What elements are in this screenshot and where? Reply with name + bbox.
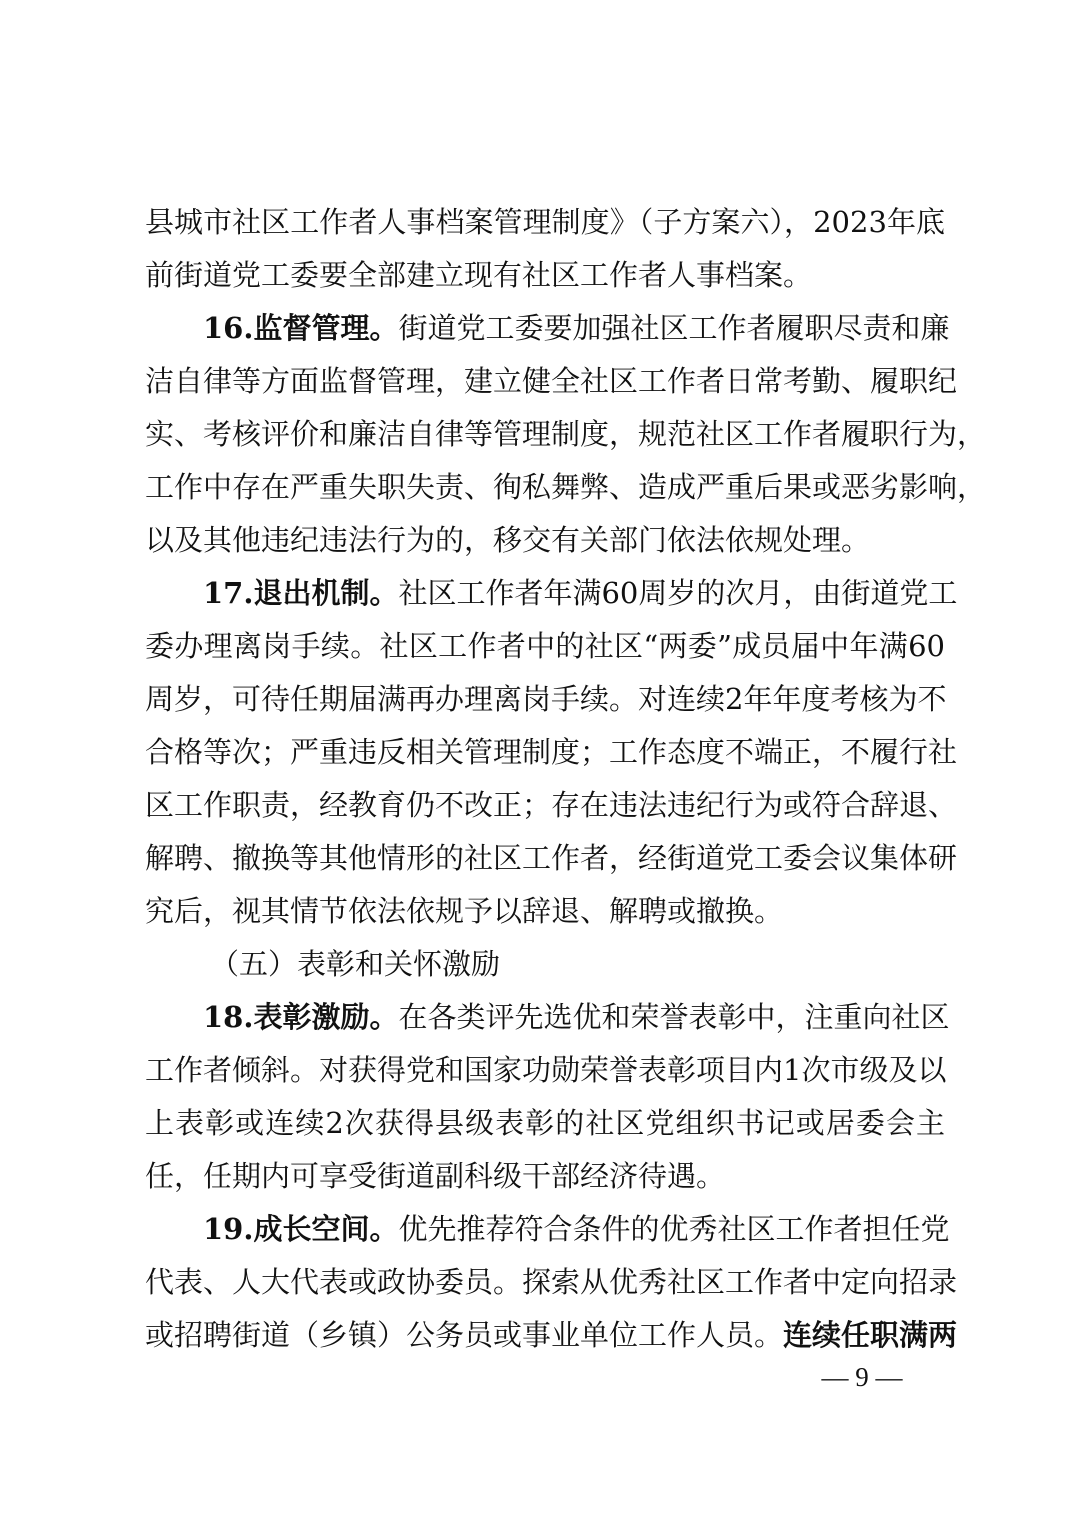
text-line: [145, 779, 958, 832]
text-run: 街道党工委要加强社区工作者履职尽责和廉: [398, 311, 950, 345]
text-line: [145, 1097, 945, 1150]
text-run: 周岁，可待任期届满再办理离岗手续。对连续2年年度考核为不: [145, 682, 947, 716]
text-line: [145, 302, 950, 355]
text-line: [145, 408, 987, 461]
text-line: [145, 1309, 958, 1362]
text-run: 优先推荐符合条件的优秀社区工作者担任党: [398, 1212, 950, 1246]
text-run: 在各类评先选优和荣誉表彰中，注重向社区: [398, 1000, 950, 1034]
text-line: [145, 991, 950, 1044]
section-heading: [145, 938, 945, 991]
text-run: （五）表彰和关怀激励: [210, 947, 501, 981]
body-text: [145, 196, 987, 1362]
bold-text-run: 18.表彰激励。: [203, 1000, 399, 1034]
text-line: [145, 832, 958, 885]
text-line: [145, 461, 987, 514]
text-line: [145, 249, 945, 302]
text-run: 洁自律等方面监督管理，建立健全社区工作者日常考勤、履职纪: [145, 364, 958, 398]
text-run: 实、考核评价和廉洁自律等管理制度，规范社区工作者履职行为，: [145, 417, 987, 451]
text-line: [145, 355, 958, 408]
text-run: 以及其他违纪违法行为的，移交有关部门依法依规处理。: [145, 523, 871, 557]
text-run: 解聘、撤换等其他情形的社区工作者，经街道党工委会议集体研: [145, 841, 958, 875]
bold-text-run: 17.退出机制。: [203, 576, 399, 610]
text-run: 合格等次；严重违反相关管理制度；工作态度不端正，不履行社: [145, 735, 958, 769]
text-line: [145, 1203, 950, 1256]
text-line: [145, 673, 945, 726]
text-line: [145, 1150, 945, 1203]
page-number: — 9 —: [821, 1362, 903, 1392]
text-run: 代表、人大代表或政协委员。探索从优秀社区工作者中定向招录: [145, 1265, 958, 1299]
text-line: [145, 1044, 945, 1097]
text-line: [145, 514, 945, 567]
text-line: [145, 567, 958, 620]
text-run: 上表彰或连续2次获得县级表彰的社区党组织书记或居委会主: [145, 1106, 945, 1140]
bold-text-run: 19.成长空间。: [203, 1212, 399, 1246]
text-line: [145, 885, 945, 938]
text-run: 社区工作者年满60周岁的次月，由街道党工: [398, 576, 958, 610]
text-line: [145, 196, 945, 249]
text-run: 究后，视其情节依法依规予以辞退、解聘或撤换。: [145, 894, 784, 928]
text-line: [145, 1256, 958, 1309]
text-run: 区工作职责，经教育仍不改正；存在违法违纪行为或符合辞退、: [145, 788, 958, 822]
text-run: 前街道党工委要全部建立现有社区工作者人事档案。: [145, 258, 813, 292]
text-run: 或招聘街道（乡镇）公务员或事业单位工作人员。: [145, 1318, 784, 1352]
bold-text-run: 16.监督管理。: [203, 311, 399, 345]
bold-text-run: 连续任职满两: [783, 1318, 958, 1352]
text-line: [145, 620, 945, 673]
text-run: 任，任期内可享受街道副科级干部经济待遇。: [145, 1159, 726, 1193]
text-run: 工作中存在严重失职失责、徇私舞弊、造成严重后果或恶劣影响，: [145, 470, 987, 504]
text-run: 工作者倾斜。对获得党和国家功勋荣誉表彰项目内1次市级及以: [145, 1053, 947, 1087]
text-line: [145, 726, 958, 779]
text-run: 委办理离岗手续。社区工作者中的社区“两委”成员届中年满60: [145, 629, 945, 663]
text-run: 县城市社区工作者人事档案管理制度》（子方案六），2023年底: [145, 205, 945, 239]
